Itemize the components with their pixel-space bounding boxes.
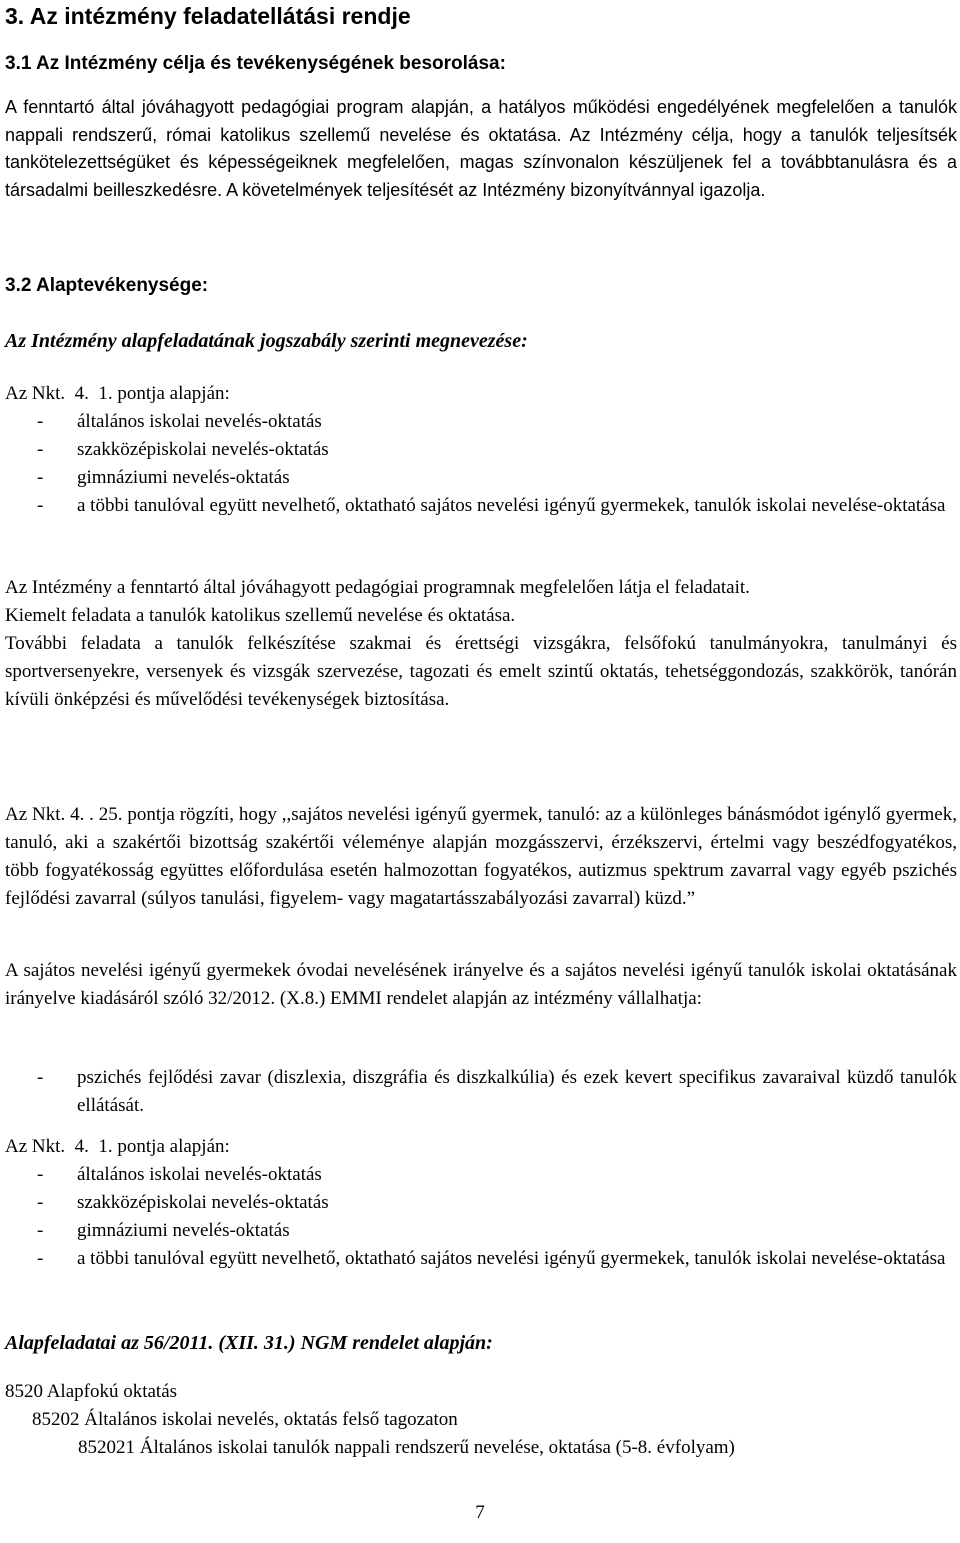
chapter-title: 3. Az intézmény feladatellátási rendje [5,3,411,29]
emmi-paragraph: A sajátos nevelési igényű gyermekek óvodai nevelésének irányelve és a sajátos nevelési igényű tanulók iskolai oktatásának irányelve kiadásáról szóló 32/2012. (X.8.) EMMI rendelet alapján az intézmény vállalhatja: [5,960,957,1009]
nkt-reference-1: Az Nkt. 4. 1. pontja alapján: [5,383,230,404]
nkt-25-paragraph: Az Nkt. 4. . 25. pontja rögzíti, hogy ,,sajátos nevelési igényű gyermek, tanuló: az a különleges bánásmódot igénylő gyermek, tanuló, aki a szakértői bizottság szakértői véleménye alapján mozgásszervi, érzékszervi, értelmi vagy beszédfogyatékos, több fogyatékosság együttes előfordulása esetén halmozottan fogyatékos, autizmus spektrum zavarral vagy egyéb pszichés fejlődési zavarral (súlyos tanulási, figyelem- vagy magatartásszabályozási zavarral) küzd.” [5,804,957,909]
program-paragraph: Az Intézmény a fenntartó által jóváhagyott pedagógiai programnak megfelelően látja el feladatait. [5,577,750,598]
list-item: - szakközépiskolai nevelés-oktatás [37,1192,329,1213]
kiemelt-paragraph: Kiemelt feladata a tanulók katolikus szellemű nevelése és oktatása. [5,605,516,626]
nkt-reference-2: Az Nkt. 4. 1. pontja alapján: [5,1136,230,1157]
page-number: 7 [475,1502,485,1523]
task-list-2 [5,1161,957,1273]
activity-codes [5,1378,957,1462]
code-line: 8520 Alapfokú oktatás [5,1381,178,1402]
alapfeladatai-heading: Alapfeladatai az 56/2011. (XII. 31.) NGM rendelet alapján: [5,1332,493,1354]
list-item: - szakközépiskolai nevelés-oktatás [37,439,329,460]
code-line: 852021 Általános iskolai tanulók nappali rendszerű nevelése, oktatása (5-8. évfolyam) [78,1437,735,1458]
section-heading-3-2: 3.2 Alaptevékenysége: [5,275,209,296]
code-line: 85202 Általános iskolai nevelés, oktatás felső tagozaton [32,1409,458,1430]
list-item: - gimnáziumi nevelés-oktatás [37,1220,290,1241]
list-item: - a többi tanulóval együtt nevelhető, oktatható sajátos nevelési igényű gyermekek, tanulók iskolai nevelése-oktatása [37,495,946,516]
list-item: - pszichés fejlődési zavar (diszlexia, diszgráfia és diszkalkúlia) és ezek kevert specifikus zavaraival küzdő tanulók ellátását. [37,1067,957,1116]
list-item: - általános iskolai nevelés-oktatás [37,411,322,432]
list-item: - a többi tanulóval együtt nevelhető, oktatható sajátos nevelési igényű gyermekek, tanulók iskolai nevelése-oktatása [37,1248,946,1269]
task-list-1 [5,408,957,520]
list-item: - általános iskolai nevelés-oktatás [37,1164,322,1185]
section-3-1-paragraph: A fenntartó által jóváhagyott pedagógiai program alapján, a hatályos működési engedélyének megfelelően a tanulók nappali rendszerű, római katolikus szellemű nevelése és oktatása. Az Intézmény célja, hogy a tanulók teljesítsék tankötelezettségüket és képességeiknek megfelelően, magas színvonalon készüljenek fel a továbbtanulásra és a társadalmi beilleszkedésre. A követelmények teljesítését az Intézmény bizonyítvánnyal igazolja. [5,97,957,200]
section-3-2-subheading: Az Intézmény alapfeladatának jogszabály szerinti megnevezése: [5,330,528,352]
section-heading-3-1: 3.1 Az Intézmény célja és tevékenységének besorolása: [5,53,506,74]
list-item: - gimnáziumi nevelés-oktatás [37,467,290,488]
emmi-list [5,1064,957,1120]
tovabbi-paragraph: További feladata a tanulók felkészítése szakmai és érettségi vizsgákra, felsőfokú tanulmányokra, tanulmányi és sportversenyekre, versenyek és vizsgák szervezése, tagozati és emelt szintű oktatás, tehetséggondozás, szakkörök, tanórán kívüli önképzési és művelődési tevékenységek biztosítása. [5,633,957,710]
program-paragraph-block [5,574,957,714]
